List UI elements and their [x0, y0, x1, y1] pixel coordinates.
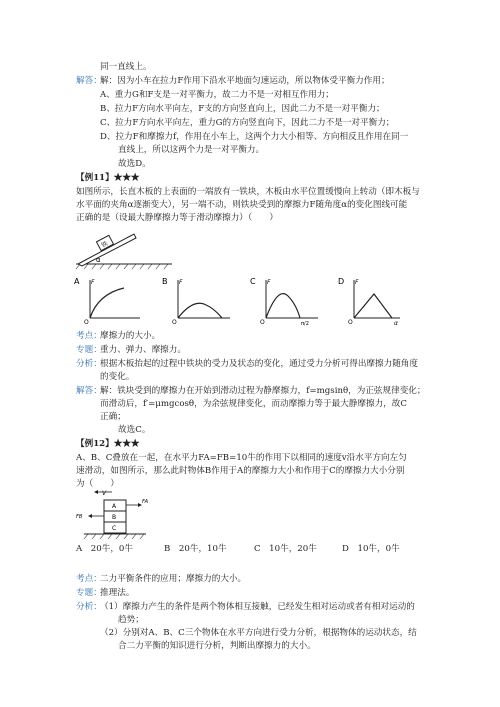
- stacked-blocks-figure: [74, 486, 154, 540]
- option-a-explanation: A、重力G和F支是一对平衡力，故二力不是一对相互作用力；: [100, 90, 334, 100]
- svg-text:C: C: [112, 525, 117, 532]
- option-b-letter: B: [162, 277, 168, 286]
- svg-text:F: F: [91, 279, 95, 286]
- curve-b: [178, 303, 222, 318]
- svg-text:O: O: [260, 319, 265, 326]
- block-label: 铁: [100, 240, 110, 250]
- jieda-label: 解答：: [76, 386, 102, 396]
- svg-text:α: α: [394, 320, 398, 326]
- option-b-explanation: B、拉力F方向水平向左，F支的方向竖直向上，因此二力不是一对平衡力；: [100, 104, 385, 114]
- answer-label: 解答：: [76, 76, 102, 86]
- option-d-explanation: D、拉力F和摩擦力f，作用在小车上，这两个力大小相等、方向相反且作用在同一: [100, 132, 409, 142]
- svg-text:F: F: [267, 279, 271, 286]
- svg-text:FB: FB: [76, 514, 83, 520]
- option-d: D 10牛，0牛: [342, 544, 400, 554]
- example-12-title: 【例12】★★★: [76, 439, 140, 449]
- fenxi-label: 分析：: [76, 359, 102, 369]
- text-line: 同一直线上。: [100, 62, 152, 72]
- text-line: 解：因为小车在拉力F作用下沿水平地面匀速运动，所以物体受平衡力作用；: [100, 76, 390, 86]
- angle-label: α: [96, 256, 101, 264]
- graph-a: [74, 277, 140, 326]
- kaodian-label: 考点：: [76, 574, 102, 584]
- fenxi-text: （1）摩擦力产生的条件是两个物体相互接触，已经发生相对运动或者有相对运动的: [100, 602, 415, 612]
- question-line: 如图所示，长直木板的上表面的一端放有一铁块，木板由水平位置缓慢向上转动（即木板与: [76, 187, 420, 197]
- question-line: 为（ ）: [76, 479, 119, 489]
- choose-line: 故选C。: [118, 425, 151, 435]
- svg-text:O: O: [84, 319, 89, 326]
- kaodian-text: 摩擦力的大小。: [100, 331, 161, 341]
- zhuanti-label: 专题：: [76, 588, 102, 598]
- option-c-letter: C: [250, 277, 256, 286]
- question-line: A、B、C叠放在一起，在水平力FA=FB=10牛的作用下以相同的速度v沿水平方向左匀: [76, 453, 407, 463]
- option-d-letter: D: [338, 277, 345, 286]
- zhuanti-text: 推理法。: [100, 588, 135, 598]
- question-line: 水平面的夹角α逐渐变大），另一端不动，则铁块受到的摩擦力F随角度α的变化图线可能: [76, 200, 408, 210]
- svg-text:F: F: [179, 279, 183, 286]
- option-c-explanation: C、拉力F方向水平向左，重力G的方向竖直向下，因此二力不是一对平衡力；: [100, 118, 395, 128]
- graph-c: [250, 277, 318, 326]
- text-line: 直线上，所以这两个力是一对平衡力。: [118, 145, 265, 155]
- kaodian-label: 考点：: [76, 331, 102, 341]
- fenxi-text: 趋势；: [118, 615, 144, 625]
- jieda-text: 而滑动后，f′=μmgcosθ，为余弦规律变化，而动摩擦力等于最大静摩擦力，故C: [100, 399, 407, 409]
- jieda-text: 解：铁块受到的摩擦力在开始到滑动过程为静摩擦力，f=mgsinθ，为正弦规律变化；: [100, 386, 426, 396]
- svg-text:FA: FA: [142, 499, 149, 505]
- svg-text:O: O: [348, 319, 353, 326]
- kaodian-text: 二力平衡条件的应用；摩擦力的大小。: [100, 574, 247, 584]
- fenxi-text: 的变化。: [100, 372, 135, 382]
- svg-text:F: F: [355, 279, 359, 286]
- svg-text:B: B: [112, 514, 117, 521]
- zhuanti-text: 重力、弹力、摩擦力。: [100, 345, 186, 355]
- option-c: C 10牛，20牛: [254, 544, 317, 554]
- fenxi-text: 合二力平衡的知识进行分析，判断出摩擦力的大小。: [118, 641, 316, 651]
- curve-a: [90, 288, 124, 318]
- option-a: A 20牛，0牛: [76, 544, 133, 554]
- fenxi-label: 分析：: [76, 602, 102, 612]
- incline-figure: [74, 226, 174, 270]
- jieda-text: 正确；: [100, 412, 126, 422]
- graph-d: [338, 277, 400, 326]
- curve-c: [266, 294, 300, 318]
- choose-line: 故选D。: [118, 159, 151, 169]
- svg-text:V: V: [102, 490, 107, 497]
- svg-text:A: A: [112, 503, 117, 510]
- option-a-letter: A: [74, 277, 80, 286]
- question-line: 速滑动，如图所示，那么此时物体B作用于A的摩擦力大小和作用于C的摩擦力大小分别: [76, 466, 405, 476]
- svg-text:O: O: [172, 319, 177, 326]
- answer-graphs: [74, 274, 404, 326]
- svg-text:π/2: π/2: [301, 321, 309, 326]
- question-line: 正确的是（设最大静摩擦力等于滑动摩擦力）（ ）: [76, 213, 278, 223]
- fenxi-text: 根据木板抬起的过程中铁块的受力及状态的变化，通过受力分析可得出摩擦力随角度: [100, 359, 418, 369]
- fenxi-text: （2）分别对A、B、C三个物体在水平方向进行受力分析，根据物体的运动状态，结: [100, 628, 417, 638]
- curve-d: [354, 294, 392, 318]
- example-11-title: 【例11】★★★: [76, 173, 140, 183]
- option-b: B 20牛，10牛: [164, 544, 227, 554]
- zhuanti-label: 专题：: [76, 345, 102, 355]
- graph-b: [162, 277, 230, 326]
